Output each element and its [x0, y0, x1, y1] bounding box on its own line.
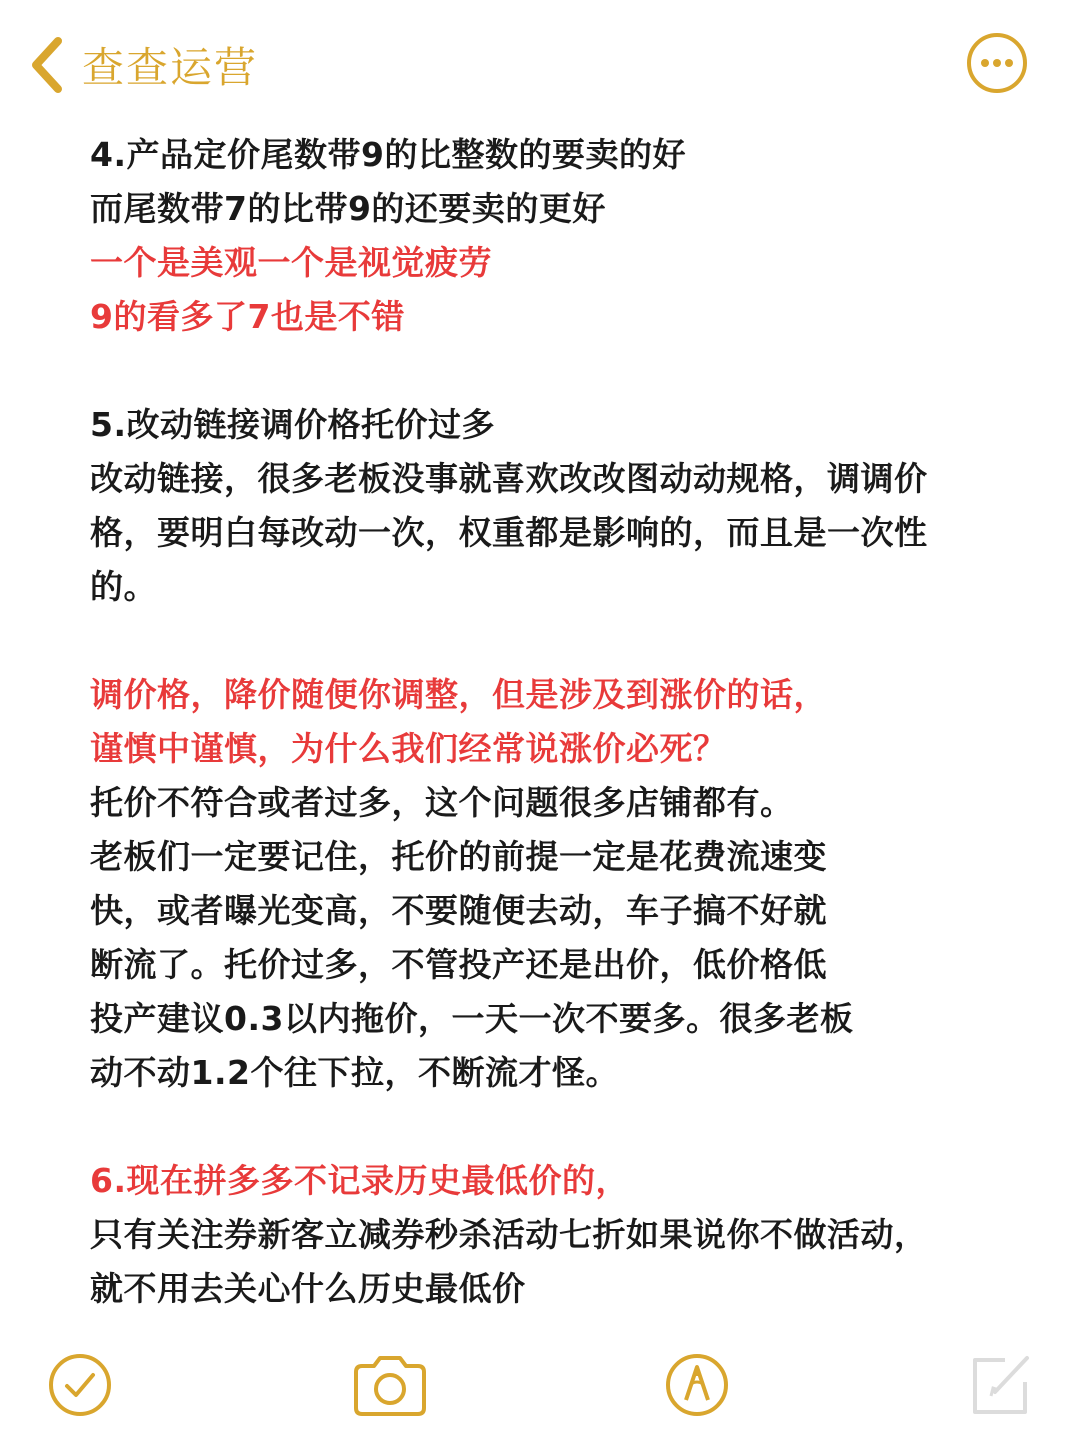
- note-line: 的。: [90, 567, 157, 606]
- note-line: 4.产品定价尾数带9的比整数的要卖的好: [90, 135, 686, 174]
- note-line: 只有关注券新客立减券秒杀活动七折如果说你不做活动，: [90, 1215, 928, 1254]
- more-icon: [966, 32, 1028, 94]
- note-line: 格，要明白每改动一次，权重都是影响的，而且是一次性: [90, 513, 928, 552]
- note-line: 就不用去关心什么历史最低价: [90, 1269, 526, 1308]
- back-label: 查查运营: [82, 43, 259, 92]
- note-line: 断流了。托价过多，不管投产还是出价，低价格低: [90, 945, 827, 984]
- camera-button[interactable]: [350, 1350, 430, 1420]
- note-line: 投产建议0.3以内拖价，一天一次不要多。很多老板: [90, 999, 854, 1038]
- note-line-highlight: 调价格，降价随便你调整，但是涉及到涨价的话，: [90, 675, 827, 714]
- compose-icon: [965, 1350, 1035, 1420]
- camera-icon: [350, 1350, 430, 1420]
- note-line: 改动链接，很多老板没事就喜欢改改图动动规格，调调价: [90, 459, 928, 498]
- checklist-button[interactable]: [45, 1350, 115, 1420]
- note-line: 而尾数带7的比带9的还要卖的更好: [90, 189, 606, 228]
- section-title: 5.改动链接调价格托价过多: [90, 405, 495, 444]
- blank-line: [90, 1100, 1000, 1154]
- checklist-icon: [45, 1350, 115, 1420]
- chevron-left-icon: [28, 35, 68, 95]
- blank-line: [90, 614, 1000, 668]
- note-line: 动不动1.2个往下拉，不断流才怪。: [90, 1053, 619, 1092]
- blank-line: [90, 344, 1000, 398]
- note-body[interactable]: [90, 128, 1000, 1316]
- note-line: 快，或者曝光变高，不要随便去动，车子搞不好就: [90, 891, 827, 930]
- markup-pen-icon: [662, 1350, 732, 1420]
- bottom-toolbar: [0, 1330, 1080, 1443]
- back-button[interactable]: [28, 30, 258, 100]
- compose-button[interactable]: [965, 1350, 1035, 1420]
- note-line-highlight: 一个是美观一个是视觉疲劳: [90, 243, 492, 282]
- note-line-highlight: 9的看多了7也是不错: [90, 297, 405, 336]
- section-title-highlight: 6.现在拼多多不记录历史最低价的，: [90, 1161, 629, 1200]
- more-options-button[interactable]: [966, 32, 1028, 94]
- top-bar: [0, 0, 1080, 130]
- note-line: 老板们一定要记住，托价的前提一定是花费流速变: [90, 837, 827, 876]
- note-line-highlight: 谨慎中谨慎，为什么我们经常说涨价必死？: [90, 729, 727, 768]
- note-line: 托价不符合或者过多，这个问题很多店铺都有。: [90, 783, 794, 822]
- markup-button[interactable]: [662, 1350, 732, 1420]
